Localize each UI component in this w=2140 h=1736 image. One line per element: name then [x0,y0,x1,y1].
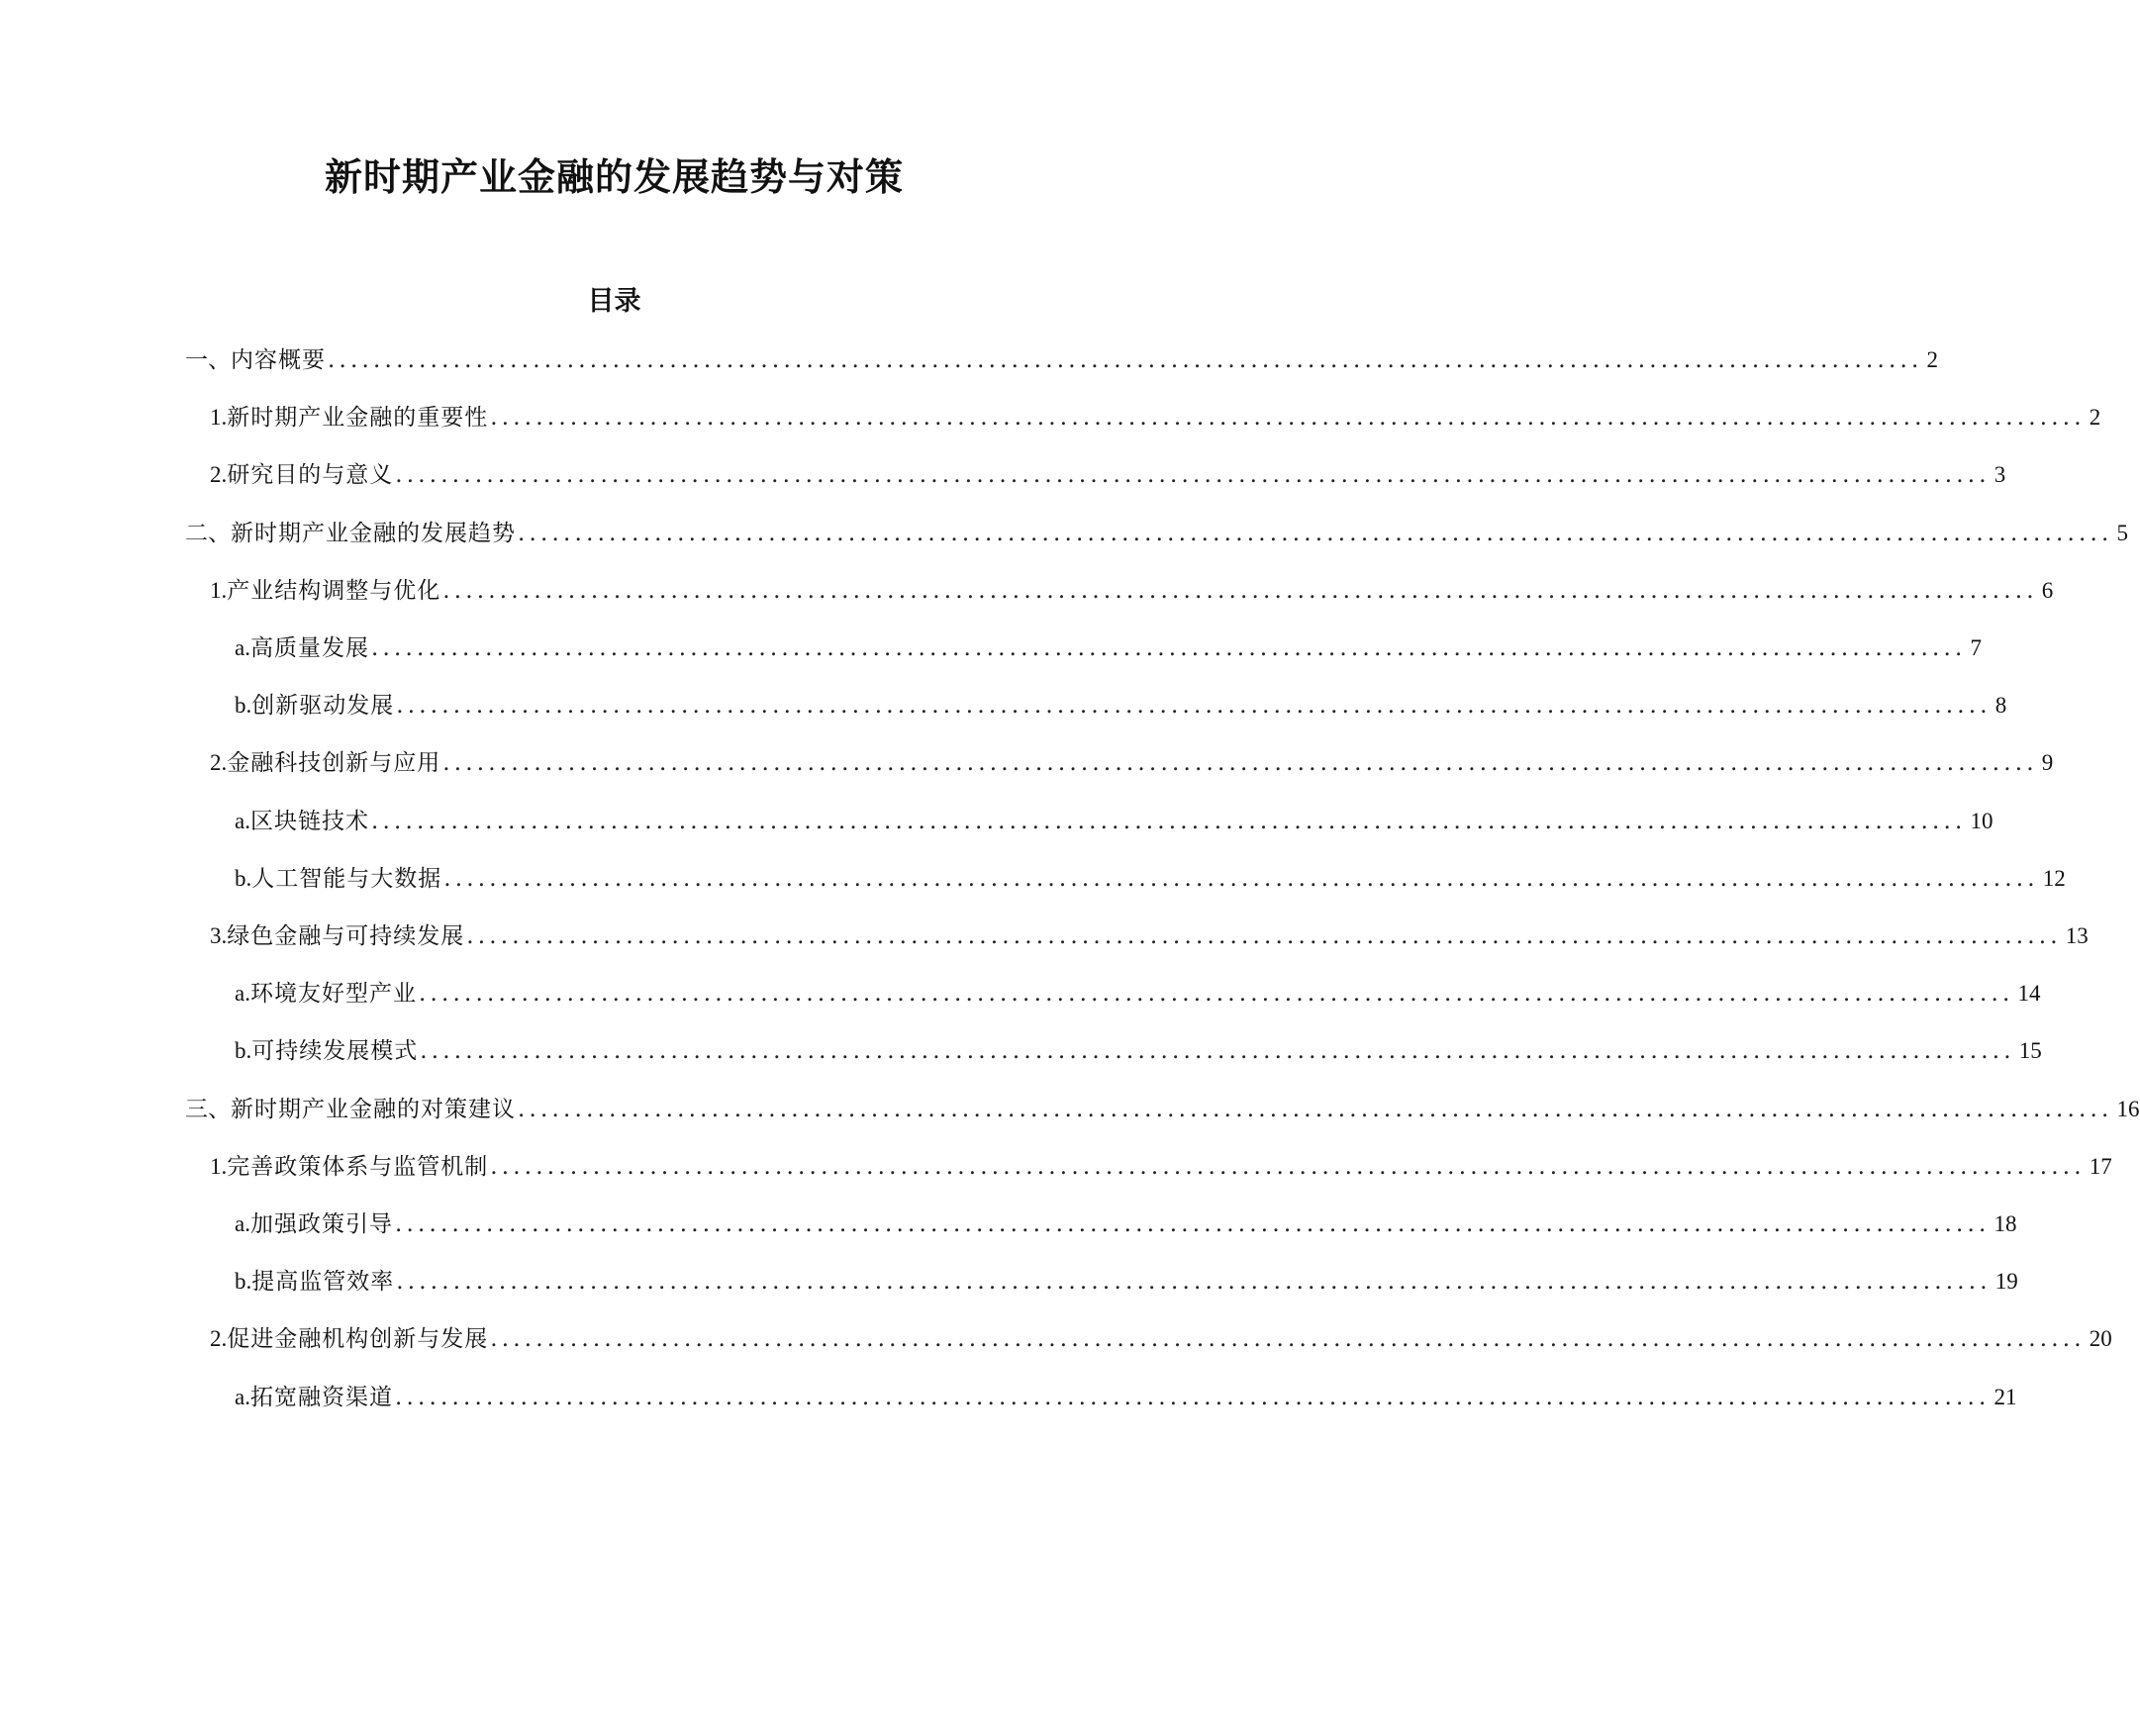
toc-entry-page-number: 17 [2089,1154,2112,1179]
toc-dot-leader: ............................................................................................................................................ [420,1038,2015,1064]
toc-entry[interactable] [235,862,2066,896]
toc-entry[interactable] [210,574,2054,608]
toc-entry-number: a. [235,981,250,1006]
toc-entry[interactable] [210,401,2101,434]
toc-entry[interactable] [235,1034,2042,1068]
toc-entry[interactable] [185,343,1939,377]
toc-entry[interactable] [235,1207,2017,1241]
toc-entry-title: 人工智能与大数据 [251,866,442,892]
toc-dot-leader: ............................................................................................................................................ [328,347,1923,373]
toc-entry-number: 1. [210,578,228,603]
toc-entry-number: b. [235,1038,252,1063]
toc-entry-number: a. [235,809,250,833]
toc-entry-title: 创新驱动发展 [251,693,395,719]
toc-entry-title: 提高监管效率 [251,1269,395,1295]
toc-entry-number: 2. [210,750,228,775]
toc-entry-title: 可持续发展模式 [251,1038,419,1064]
toc-entry-title: 加强政策引导 [249,1211,393,1237]
toc-dot-leader: ............................................................................................................................................ [466,923,2062,949]
toc-entry[interactable] [185,1093,2140,1126]
toc-entry-number: 三、 [185,1097,231,1121]
toc-entry-number: 2. [210,462,228,487]
toc-dot-leader: ............................................................................................................................................ [442,750,2038,776]
toc-dot-leader: ............................................................................................................................................ [443,866,2039,892]
toc-dot-leader: ............................................................................................................................................ [394,1211,1991,1237]
toc-dot-leader: ............................................................................................................................................ [395,462,1991,488]
toc-entry-number: a. [235,1385,250,1409]
toc-entry-title: 新时期产业金融的重要性 [227,405,489,431]
toc-entry-page-number: 19 [1994,1269,2018,1294]
toc-entry[interactable] [210,1322,2112,1356]
toc-entry[interactable] [235,805,1994,838]
toc-entry[interactable] [185,517,2129,550]
toc-entry-number: a. [235,1211,250,1236]
toc-entry-page-number: 6 [2041,578,2054,603]
toc-entry[interactable] [235,689,2007,723]
toc-entry-page-number: 9 [2041,750,2054,775]
toc-entry-title: 环境友好型产业 [249,981,417,1007]
toc-entry-number: b. [235,866,252,891]
toc-entry-title: 完善政策体系与监管机制 [227,1154,489,1180]
toc-entry-page-number: 2 [1926,347,1939,372]
toc-entry[interactable] [210,458,2006,492]
toc-entry-page-number: 21 [1994,1385,2017,1409]
toc-entry-title: 拓宽融资渠道 [249,1385,393,1410]
toc-dot-leader: ............................................................................................................................................ [396,1269,1992,1295]
toc-entry-page-number: 12 [2042,866,2066,891]
toc-entry-page-number: 10 [1970,809,1994,833]
toc-entry-title: 产业结构调整与优化 [227,578,441,604]
toc-entry-title: 新时期产业金融的发展趋势 [231,521,516,546]
toc-dot-leader: ............................................................................................................................................ [518,1097,2113,1122]
toc-entry-page-number: 13 [2065,923,2089,948]
toc-dot-leader: ............................................................................................................................................ [418,981,2014,1007]
toc-entry-number: 1. [210,405,228,430]
toc-dot-leader: ............................................................................................................................................ [394,1385,1991,1410]
toc-entry-number: b. [235,693,252,718]
toc-entry-page-number: 20 [2089,1326,2112,1351]
toc-entry-page-number: 3 [1994,462,2006,487]
toc-dot-leader: ............................................................................................................................................ [396,693,1992,719]
toc-entry-title: 新时期产业金融的对策建议 [231,1097,516,1122]
document-title: 新时期产业金融的发展趋势与对策 [324,155,904,199]
toc-entry-title: 高质量发展 [249,635,369,661]
toc-dot-leader: ............................................................................................................................................ [370,635,1967,661]
toc-entry[interactable] [210,746,2054,780]
toc-entry-title: 金融科技创新与应用 [227,750,441,776]
toc-dot-leader: ............................................................................................................................................ [442,578,2038,604]
toc-entry-number: 2. [210,1326,228,1351]
toc-entry[interactable] [235,1265,2018,1299]
toc-entry-page-number: 15 [2018,1038,2042,1063]
toc-entry-number: 二、 [185,521,231,545]
toc-entry-number: 1. [210,1154,228,1179]
toc-entry-title: 区块链技术 [249,809,369,834]
toc-entry[interactable] [235,977,2041,1011]
toc-entry-page-number: 5 [2116,521,2129,545]
toc-entry-page-number: 7 [1970,635,1983,660]
toc-entry[interactable] [210,919,2089,953]
toc-entry-page-number: 16 [2116,1097,2140,1121]
toc-entry[interactable] [210,1150,2112,1184]
toc-entry[interactable] [235,1381,2017,1414]
toc-entry-title: 促进金融机构创新与发展 [227,1326,489,1352]
toc-entry-page-number: 14 [2017,981,2041,1006]
toc-entry-page-number: 2 [2089,405,2101,430]
toc-dot-leader: ............................................................................................................................................ [490,1154,2086,1180]
toc-dot-leader: ............................................................................................................................................ [518,521,2113,546]
toc-entry-title: 内容概要 [231,347,326,373]
toc-entry-number: a. [235,635,250,660]
toc-heading: 目录 [587,286,641,317]
toc-entry-number: 一、 [185,347,231,372]
toc-dot-leader: ............................................................................................................................................ [370,809,1967,834]
toc-entry-title: 绿色金融与可持续发展 [227,923,465,949]
toc-entry-number: b. [235,1269,252,1294]
toc-dot-leader: ............................................................................................................................................ [490,1326,2086,1352]
toc-dot-leader: ............................................................................................................................................ [490,405,2086,431]
toc-entry[interactable] [235,631,1983,665]
toc-entry-number: 3. [210,923,228,948]
toc-entry-page-number: 18 [1994,1211,2017,1236]
toc-entry-page-number: 8 [1994,693,2007,718]
toc-entry-title: 研究目的与意义 [227,462,394,488]
